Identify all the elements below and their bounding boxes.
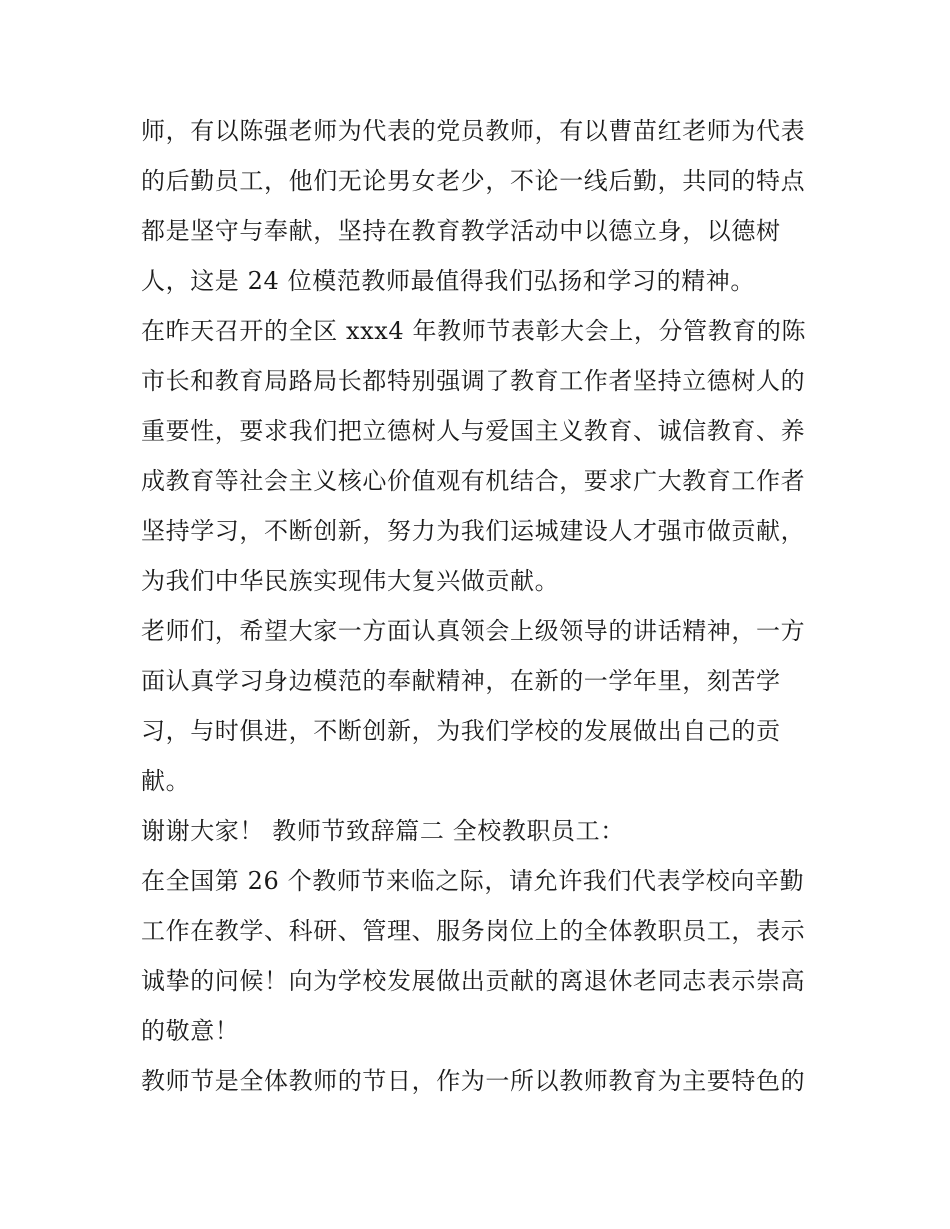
- text-line: 师，有以陈强老师为代表的党员教师，有以曹苗红老师为代表: [141, 117, 806, 145]
- text-line: 谢谢大家！ 教师节致辞篇二 全校教职员工：: [141, 817, 625, 845]
- text-line: 在全国第 26 个教师节来临之际，请允许我们代表学校向辛勤: [141, 867, 805, 895]
- text-line: 老师们，希望大家一方面认真领会上级领导的讲话精神，一方: [141, 617, 806, 645]
- text-line: 成教育等社会主义核心价值观有机结合，要求广大教育工作者: [141, 467, 806, 495]
- text-line: 习，与时俱进，不断创新，为我们学校的发展做出自己的贡: [141, 717, 781, 745]
- text-line: 重要性，要求我们把立德树人与爱国主义教育、诚信教育、养: [141, 417, 806, 445]
- text-line: 都是坚守与奉献，坚持在教育教学活动中以德立身，以德树: [141, 217, 781, 245]
- text-line: 市长和教育局路局长都特别强调了教育工作者坚持立德树人的: [141, 367, 806, 395]
- text-line: 教师节是全体教师的节日，作为一所以教师教育为主要特色的: [141, 1067, 806, 1095]
- text-line: 面认真学习身边模范的奉献精神，在新的一学年里，刻苦学: [141, 667, 781, 695]
- text-line: 人，这是 24 位模范教师最值得我们弘扬和学习的精神。: [141, 267, 755, 295]
- text-line: 诚挚的问候！向为学校发展做出贡献的离退休老同志表示崇高: [141, 967, 806, 995]
- text-line: 工作在教学、科研、管理、服务岗位上的全体教职员工，表示: [141, 917, 806, 945]
- text-line: 的敬意！: [141, 1017, 240, 1045]
- text-line: 坚持学习，不断创新，努力为我们运城建设人才强市做贡献，: [141, 517, 806, 545]
- text-line: 的后勤员工，他们无论男女老少，不论一线后勤，共同的特点: [141, 167, 806, 195]
- text-line: 为我们中华民族实现伟大复兴做贡献。: [141, 567, 560, 595]
- text-line: 在昨天召开的全区 xxx4 年教师节表彰大会上，分管教育的陈: [141, 317, 807, 345]
- text-line: 献。: [141, 767, 191, 795]
